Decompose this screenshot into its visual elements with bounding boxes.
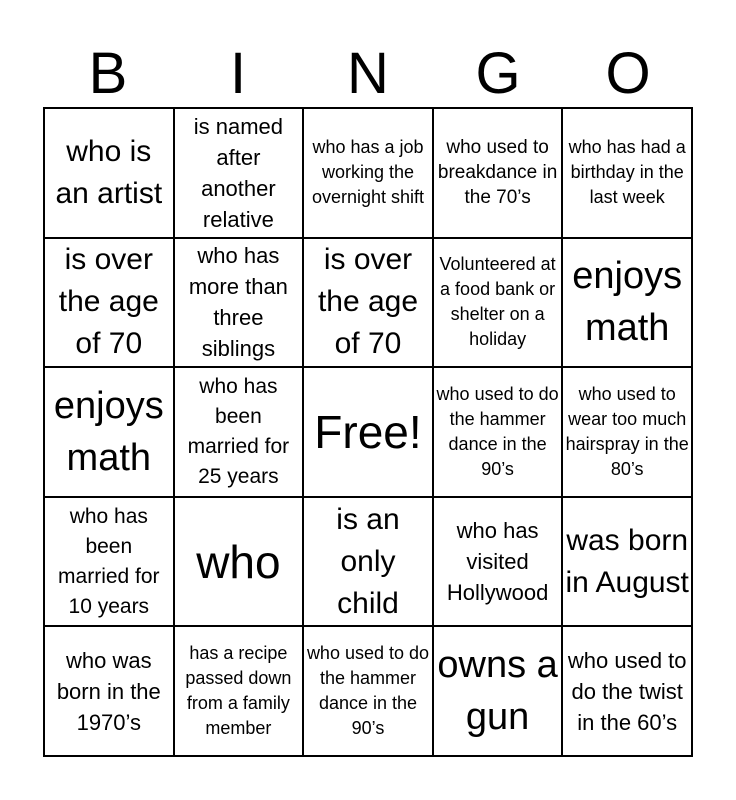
bingo-cell-r2-c1[interactable]: [44, 238, 174, 368]
bingo-cell-free-space[interactable]: [303, 367, 433, 497]
bingo-cell-text: who used to do the hammer dance in the 90’s: [436, 383, 559, 479]
bingo-cell-text: who has had a birthday in the last week: [568, 137, 686, 208]
bingo-cell-r1-c3[interactable]: [303, 108, 433, 238]
header-letter-o: O: [605, 41, 651, 106]
bingo-cell-text: who used to do the twist in the 60’s: [567, 647, 687, 735]
bingo-cell-r1-c5[interactable]: [562, 108, 692, 238]
bingo-cell-r1-c1[interactable]: [44, 108, 174, 238]
bingo-cell-text: Volunteered at a food bank or shelter on a holiday: [439, 254, 556, 350]
bingo-cell-r2-c2[interactable]: [174, 238, 304, 368]
bingo-cell-text: was born in August: [565, 523, 689, 599]
bingo-cell-r2-c3[interactable]: [303, 238, 433, 368]
bingo-cell-text: who has visited Hollywood: [446, 518, 549, 606]
bingo-cell-text: is named after another relative: [193, 113, 284, 232]
bingo-cell-r5-c2[interactable]: [174, 626, 304, 756]
bingo-cell-r3-c5[interactable]: [562, 367, 692, 497]
bingo-grid: [43, 107, 693, 757]
bingo-cell-text: enjoys math: [53, 384, 164, 479]
bingo-cell-r4-c3[interactable]: [303, 497, 433, 627]
bingo-cell-text: has a recipe passed down from a family member: [185, 643, 292, 739]
bingo-cell-text: who was born in the 1970’s: [56, 647, 161, 735]
bingo-cell-r5-c4[interactable]: [433, 626, 563, 756]
header-letter-n: N: [347, 41, 389, 106]
bingo-cell-text: who has a job working the overnight shift: [311, 137, 425, 208]
bingo-cell-text: who is an artist: [55, 134, 163, 210]
bingo-cell-r4-c1[interactable]: [44, 497, 174, 627]
bingo-cell-r3-c2[interactable]: [174, 367, 304, 497]
bingo-cell-r4-c2[interactable]: [174, 497, 304, 627]
bingo-cell-r3-c1[interactable]: [44, 367, 174, 497]
header-letter-i: I: [229, 41, 247, 106]
bingo-cell-r5-c3[interactable]: [303, 626, 433, 756]
bingo-cell-r3-c4[interactable]: [433, 367, 563, 497]
bingo-cell-text: who used to breakdance in the 70’s: [437, 137, 558, 209]
bingo-cell-text: who has been married for 10 years: [58, 504, 160, 618]
header-letter-g: G: [475, 41, 521, 106]
bingo-cell-r1-c2[interactable]: [174, 108, 304, 238]
free-space-text: Free!: [314, 405, 422, 458]
bingo-cell-text: who has been married for 25 years: [187, 374, 290, 488]
bingo-cell-r5-c1[interactable]: [44, 626, 174, 756]
bingo-cell-r1-c4[interactable]: [433, 108, 563, 238]
bingo-cell-r4-c4[interactable]: [433, 497, 563, 627]
bingo-header: [43, 40, 693, 108]
bingo-cell-r4-c5[interactable]: [562, 497, 692, 627]
bingo-cell-text: who used to wear too much hairspray in the 80’s: [565, 383, 689, 479]
header-letter-b: B: [88, 41, 128, 106]
bingo-cell-text: who: [196, 535, 281, 588]
bingo-cell-text: who has more than three siblings: [188, 243, 288, 362]
bingo-cell-text: enjoys math: [572, 255, 683, 350]
bingo-cell-r5-c5[interactable]: [562, 626, 692, 756]
bingo-cell-r2-c4[interactable]: [433, 238, 563, 368]
bingo-cell-text: is an only child: [336, 502, 400, 620]
bingo-cell-r2-c5[interactable]: [562, 238, 692, 368]
bingo-cell-text: who used to do the hammer dance in the 90’s: [306, 643, 430, 739]
bingo-cell-text: owns a gun: [437, 644, 558, 739]
bingo-cell-text: is over the age of 70: [58, 243, 159, 361]
bingo-cell-text: is over the age of 70: [317, 243, 419, 361]
